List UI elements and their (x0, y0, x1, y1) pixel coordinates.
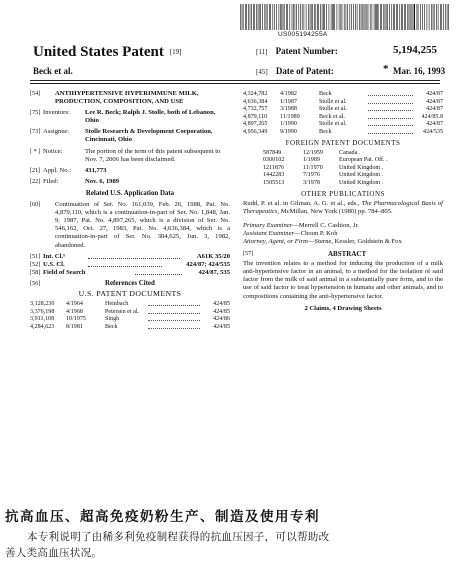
barcode-bar (339, 4, 340, 30)
leader-dots (148, 320, 200, 321)
ref-date: 3/1988 (280, 106, 297, 113)
barcode-bar (250, 4, 251, 30)
barcode-bar (324, 4, 325, 30)
barcode-bar (245, 4, 246, 30)
field-label: Int. Cl.⁵ (43, 252, 65, 260)
barcode-bar (254, 4, 255, 30)
barcode-bar (393, 4, 394, 30)
ref-date: 3/1978 (303, 180, 320, 187)
attorney (243, 238, 443, 246)
barcode-bar (417, 4, 418, 30)
entry-appl-no (30, 167, 230, 175)
foreign-ref-row (243, 156, 443, 164)
barcode-bar (429, 4, 430, 30)
barcode-bar (283, 4, 284, 30)
entry-inventors (30, 109, 230, 125)
entry-assignee (30, 128, 230, 144)
abstract-text: The invention relates to a method for inducing the production of a milk anti-hypertensive factor in an animal, to a method for the isolation of said factor from the milk of said animal in a substantially pure form, and to the use of said factor to treat hypertension in humans and other animals, and to compositions containing the anti-hypertensive factor. (243, 260, 443, 300)
barcode-bar (359, 4, 360, 30)
other-pubs-citation (243, 200, 443, 216)
us-refs-right (243, 90, 443, 136)
ref-number: 3,128,230 (30, 301, 55, 308)
barcode-bar (337, 4, 338, 30)
barcode-bar (332, 4, 333, 30)
barcode-bar (287, 4, 288, 30)
barcode-bar (394, 4, 395, 30)
barcode-bar (292, 4, 293, 30)
abstract-code: [57] (243, 250, 254, 258)
related-block (30, 201, 230, 250)
appl-no-value: 431,773 (85, 166, 107, 174)
barcode-bar (372, 4, 373, 30)
barcode-bar (282, 4, 283, 30)
ref-name: United Kingdom . (339, 164, 384, 171)
barcode-bar (386, 4, 387, 30)
inventor-short: Beck et al. (33, 66, 73, 76)
leader-dots (148, 328, 200, 329)
us-ref-row (243, 120, 443, 128)
barcode-bar (246, 4, 247, 30)
barcode-bar (401, 4, 402, 30)
ref-date: 12/1959 (303, 149, 323, 156)
barcode-bar (380, 4, 381, 30)
barcode-bar (262, 4, 263, 30)
ref-date: 9/1990 (280, 128, 297, 135)
abstract-header (243, 250, 443, 259)
barcode-bar (441, 4, 442, 30)
date-code: [45] (256, 68, 268, 76)
us-ref-row (30, 323, 230, 331)
references-header (30, 280, 230, 290)
caption-line-2: 善人类高血压状况。 (5, 547, 103, 559)
barcode-bar (333, 4, 334, 30)
barcode-bar (251, 4, 252, 30)
us-ref-row (243, 113, 443, 121)
ref-class: 424/85.8 (421, 113, 443, 120)
barcode-bar (405, 4, 406, 30)
foreign-ref-row (243, 149, 443, 157)
entry-code: [75] (30, 109, 41, 117)
ref-name: Heinbach (105, 301, 129, 308)
foreign-refs (243, 149, 443, 187)
ref-date: 4/1968 (66, 308, 83, 315)
barcode-bar (295, 4, 296, 30)
barcode-bar (448, 4, 449, 30)
ref-number: 4,879,110 (243, 113, 268, 120)
ref-name: United Kingdom . (339, 172, 384, 179)
field-us-cl (30, 261, 230, 269)
ref-name: Beck et al. (319, 113, 345, 120)
leader-dots (368, 110, 413, 111)
field-label: U.S. Cl. (43, 260, 65, 268)
patent-number-line (256, 44, 437, 56)
leader-dots (368, 133, 413, 134)
field-search (30, 269, 230, 277)
barcode-bar (422, 4, 423, 30)
us-ref-row (30, 300, 230, 308)
barcode-bar (431, 4, 432, 30)
ref-date: 11/1989 (280, 113, 300, 120)
barcode-bar (274, 4, 275, 30)
abstract-title: ABSTRACT (328, 250, 367, 259)
barcode-bar (304, 4, 305, 30)
us-ref-row (30, 315, 230, 323)
filed-value: Nov. 6, 1989 (85, 177, 120, 185)
barcode-bar (322, 4, 323, 30)
barcode-bar (329, 4, 330, 30)
ref-number: 0300102 (263, 157, 285, 164)
foreign-ref-row (243, 164, 443, 172)
entry-label: Appl. No.: (43, 166, 72, 174)
ref-date: 10/1975 (66, 316, 86, 323)
ref-date: 1/1989 (303, 157, 320, 164)
barcode-bar (376, 4, 377, 30)
barcode-bar (355, 4, 356, 30)
barcode-bar (434, 4, 435, 30)
barcode-bar (383, 4, 384, 30)
country-code: [19] (169, 48, 182, 56)
header-rule (30, 80, 440, 81)
country-name: United States Patent (33, 44, 164, 60)
barcode-bar (364, 4, 365, 30)
us-ref-row (243, 105, 443, 113)
field-value: 424/87, 535 (198, 268, 230, 276)
barcode-bar (445, 4, 446, 30)
barcode-bar (312, 4, 313, 30)
barcode-bar (273, 4, 274, 30)
references-code: [56] (30, 280, 41, 288)
barcode-bar (375, 4, 376, 30)
ref-name: Stolle et al. (319, 121, 347, 128)
barcode-bar (302, 4, 303, 30)
caption-line-1: 本专利说明了由稀多利免疫制程获得的抗血压因子，可以帮助改 (27, 531, 330, 543)
barcode-bar (334, 4, 335, 30)
field-code: [51] (30, 252, 41, 260)
foreign-ref-row (243, 179, 443, 187)
barcode-bar (410, 4, 411, 30)
ref-date: 11/1970 (303, 164, 323, 171)
barcode-bar (311, 4, 312, 30)
ref-class: 424/87 (426, 121, 443, 128)
citation-publisher: , McMillan, New York (1980) pp. 784–805. (277, 207, 393, 215)
ref-class: 424/85 (213, 324, 230, 331)
foreign-title: FOREIGN PATENT DOCUMENTS (285, 138, 401, 147)
barcode-bar (377, 4, 378, 30)
barcode-bar (353, 4, 354, 30)
related-text: Continuation of Ser. No. 161,039, Feb. 26, 1988, Pat. No. 4,879,110, which is a continuation-in-part of Ser. No. 1,848, Jan. 9, 1987, Pat. No. 4,897,265, which is a division of Ser. No. 546,162, Oct. 27, 1983, Pat. No. 4,636,384, which is a continuation-in-part of Ser. No. 384,625, Jun. 3, 1982, abandoned. (55, 201, 230, 249)
patent-number-code: [11] (256, 48, 268, 56)
ref-class: 424/87 (426, 98, 443, 105)
barcode-bar (420, 4, 421, 30)
barcode-bar (443, 4, 444, 30)
ref-date: 1/1987 (280, 98, 297, 105)
barcode-bar (256, 4, 257, 30)
primary-examiner (243, 222, 443, 230)
barcode-bar (367, 4, 368, 30)
date-line (256, 63, 446, 76)
barcode-bar (331, 4, 332, 30)
barcode-bar (413, 4, 414, 30)
barcode-bar (318, 4, 319, 30)
ref-name: Beck (105, 324, 118, 331)
ref-name: Canada . (339, 149, 361, 156)
caption-body (5, 529, 455, 561)
barcode-bar (368, 4, 369, 30)
entry-code: [73] (30, 128, 41, 136)
ref-number: 4,897,265 (243, 121, 268, 128)
ref-name: European Pat. Off. . (339, 157, 388, 164)
ref-name: Beck (319, 128, 332, 135)
barcode-bar (296, 4, 297, 30)
barcode-bar (326, 4, 327, 30)
ref-number: 4,956,349 (243, 128, 268, 135)
barcode-bar (370, 4, 371, 30)
entry-label: Filed: (43, 177, 59, 185)
barcode-bar (306, 4, 307, 30)
barcode-bar (342, 4, 343, 30)
ref-number: 3,911,108 (30, 316, 55, 323)
field-value: A61K 35/20 (196, 252, 230, 260)
barcode-bar (286, 4, 287, 30)
us-ref-row (243, 98, 443, 106)
ref-class: 424/85 (213, 308, 230, 315)
other-pubs-title: OTHER PUBLICATIONS (301, 189, 385, 198)
barcode-bar (407, 4, 408, 30)
barcode-bar (350, 4, 351, 30)
entry-notice (30, 148, 230, 164)
barcode-bar (310, 4, 311, 30)
field-int-cl (30, 253, 230, 261)
barcode-bar (299, 4, 300, 30)
barcode-bar (242, 4, 243, 30)
notice-value: The portion of the term of this patent subsequent to Nov. 7, 2006 has been disclaimed. (85, 147, 221, 163)
date-star: * (383, 63, 389, 75)
barcode-bar (418, 4, 419, 30)
ref-number: 4,324,782 (243, 91, 268, 97)
date-label: Date of Patent: (275, 66, 334, 76)
ref-class: 424/87 (426, 106, 443, 113)
leader-dots (148, 313, 200, 314)
barcode-bar (346, 4, 347, 30)
field-label: Field of Search (43, 268, 86, 276)
assistant-examiner-label: Assistant Examiner (243, 230, 295, 237)
entry-label: Notice: (43, 147, 63, 155)
barcode-bar (357, 4, 358, 30)
attorney-label: Attorney, Agent, or Firm (243, 238, 308, 246)
barcode-bar (341, 4, 342, 30)
barcode-bar (267, 4, 268, 30)
barcode-bar (280, 4, 281, 30)
ref-name: Stolle et al. (319, 98, 347, 105)
leader-dots (368, 118, 413, 119)
barcode-bar (293, 4, 294, 30)
assignee-value: Stolle Research & Development Corporation, Cincinnati, Ohio (85, 128, 213, 144)
barcode-bar (404, 4, 405, 30)
barcode-bar (391, 4, 392, 30)
ref-number: 587849 (263, 149, 282, 156)
barcode-bar (385, 4, 386, 30)
barcode-bar (317, 4, 318, 30)
barcode-bar (397, 4, 398, 30)
inventors-value: Lee R. Beck; Ralph J. Stolle, both of Lebanon, Ohio (85, 109, 216, 125)
barcode-bar (300, 4, 301, 30)
barcode-bar (265, 4, 266, 30)
caption-title: 抗高血压、超高免疫奶粉生产、制造及使用专利 (5, 509, 320, 525)
ref-name: Singh (105, 316, 120, 323)
barcode-bar (258, 4, 259, 30)
barcode (240, 4, 450, 30)
related-code: [60] (30, 201, 41, 209)
right-column (243, 90, 443, 313)
barcode-bar (409, 4, 410, 30)
barcode-bar (243, 4, 244, 30)
barcode-bar (374, 4, 375, 30)
ref-number: 1505513 (263, 180, 285, 187)
related-title: Related U.S. Application Data (85, 189, 175, 197)
ref-class: 424/535 (423, 128, 443, 135)
us-ref-row (243, 90, 443, 98)
patent-number-label: Patent Number: (275, 46, 338, 56)
ref-date: 7/1976 (303, 172, 320, 179)
assistant-examiner (243, 230, 443, 238)
barcode-bar (424, 4, 425, 30)
citation-journal: The Pharmacological Basis of Therapeutics (243, 199, 443, 215)
barcode-bar (269, 4, 270, 30)
assistant-examiner-name: —Choon P. Koh (294, 230, 338, 237)
barcode-bar (266, 4, 267, 30)
ref-number: 4,284,623 (30, 324, 55, 331)
barcode-bar (290, 4, 291, 30)
us-ref-row (30, 308, 230, 316)
invention-title: ANTIHYPERTENSIVE HYPERIMMUNE MILK, PRODUCTION, COMPOSITION, AND USE (55, 90, 199, 106)
barcode-bar (270, 4, 271, 30)
barcode-bar (396, 4, 397, 30)
barcode-bar (402, 4, 403, 30)
ref-number: 1211876 (263, 164, 285, 171)
barcode-bar (433, 4, 434, 30)
entry-code: [54] (30, 90, 41, 97)
references-title: References Cited (105, 280, 155, 288)
document-title (33, 44, 182, 61)
claims-summary: 2 Claims, 4 Drawing Sheets (304, 304, 382, 312)
left-column (30, 90, 230, 331)
ref-number: 4,732,757 (243, 106, 268, 113)
entry-title (30, 90, 230, 106)
entry-code: [ * ] (30, 147, 41, 155)
field-value: 424/87; 424/535 (186, 260, 230, 268)
ref-name: Stolle et al. (319, 106, 347, 113)
leader-dots (148, 305, 200, 306)
barcode-bar (440, 4, 441, 30)
leader-dots (368, 125, 413, 126)
leader-dots (88, 258, 180, 259)
barcode-bar (436, 4, 437, 30)
citation-authors: Rudd, P. et al. in Gilman, A. G. et al., eds., (243, 199, 362, 207)
barcode-bar (412, 4, 413, 30)
barcode-bar (387, 4, 388, 30)
us-refs-left (30, 300, 230, 330)
leader-dots (368, 95, 413, 96)
ref-date: 4/1964 (66, 301, 83, 308)
patent-number: 5,194,255 (393, 44, 437, 56)
entry-filed (30, 178, 230, 186)
ref-class: 424/87 (426, 91, 443, 97)
primary-examiner-label: Primary Examiner (243, 221, 293, 229)
barcode-bar (389, 4, 390, 30)
entry-code: [21] (30, 166, 41, 174)
barcode-bar (314, 4, 315, 30)
leader-dots (368, 103, 413, 104)
barcode-bar (381, 4, 382, 30)
barcode-bar (351, 4, 352, 30)
barcode-bar (276, 4, 277, 30)
barcode-bar (362, 4, 363, 30)
ref-date: 8/1981 (66, 324, 83, 331)
ref-number: 3,376,198 (30, 308, 55, 315)
barcode-bar (361, 4, 362, 30)
ref-class: 424/85 (213, 301, 230, 308)
ref-name: Petersen et al. (105, 308, 140, 315)
barcode-bar (447, 4, 448, 30)
foreign-ref-row (243, 171, 443, 179)
primary-examiner-name: —Merrell C. Cashion, Jr. (292, 221, 359, 229)
field-code: [52] (30, 260, 41, 268)
entry-code: [22] (30, 177, 41, 185)
field-code: [58] (30, 268, 41, 276)
ref-name: United Kingdom . (339, 180, 384, 187)
barcode-bar (347, 4, 348, 30)
ref-name: Beck (319, 91, 332, 97)
us-patent-docs-title: U.S. PATENT DOCUMENTS (78, 289, 182, 299)
barcode-bar (427, 4, 428, 30)
barcode-bar (259, 4, 260, 30)
barcode-bar (284, 4, 285, 30)
entry-label: Assignee: (43, 128, 70, 136)
ref-date: 4/1982 (280, 91, 297, 97)
barcode-bar (414, 4, 415, 30)
ref-number: 4,636,384 (243, 98, 268, 105)
barcode-bar (260, 4, 261, 30)
barcode-bar (344, 4, 345, 30)
barcode-bar (438, 4, 439, 30)
attorney-name: —Sterne, Kessler, Goldstein & Fox (307, 238, 402, 246)
ref-number: 1442283 (263, 172, 285, 179)
header-rule-thin (30, 83, 440, 84)
leader-dots (135, 274, 182, 275)
barcode-bar (365, 4, 366, 30)
barcode-bar (253, 4, 254, 30)
ref-date: 1/1990 (280, 121, 297, 128)
barcode-bar (316, 4, 317, 30)
barcode-bar (248, 4, 249, 30)
leader-dots (88, 266, 162, 267)
us-ref-row (243, 128, 443, 136)
barcode-bar (279, 4, 280, 30)
entry-label: Inventors: (43, 109, 70, 117)
barcode-number: US005194255A (278, 31, 328, 38)
barcode-bar (308, 4, 309, 30)
barcode-bar (399, 4, 400, 30)
barcode-bar (240, 4, 241, 30)
barcode-bar (323, 4, 324, 30)
patent-date: Mar. 16, 1993 (393, 66, 446, 76)
barcode-bar (320, 4, 321, 30)
ref-class: 424/86 (213, 316, 230, 323)
